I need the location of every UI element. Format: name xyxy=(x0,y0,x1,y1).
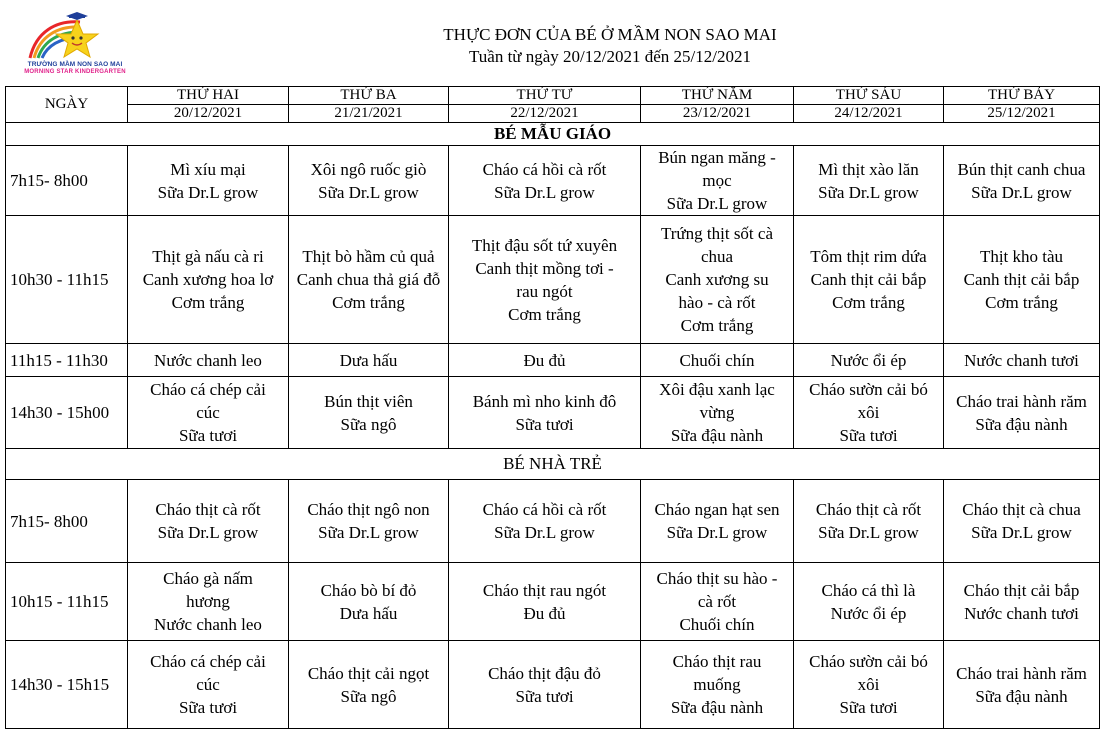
meal-time: 10h15 - 11h15 xyxy=(6,563,128,641)
dish-line: Chuối chín xyxy=(679,350,755,370)
meal-cell xyxy=(641,377,794,449)
dish-line: xôi xyxy=(857,675,880,694)
dish-line: Canh xương hoa lơ xyxy=(142,270,274,289)
dish-line: Cháo sườn cải bó xyxy=(809,652,928,671)
dish-line: Cháo cá thì là xyxy=(821,580,916,600)
dish-line: Cháo bò bí đỏ xyxy=(320,580,417,600)
dish-line: Canh xương su xyxy=(665,270,769,289)
day-date-header: 21/21/2021 xyxy=(289,105,449,123)
dish-line: Nước ổi ép xyxy=(830,603,907,623)
dish-line: Cháo trai hành răm xyxy=(956,391,1087,411)
meal-row xyxy=(6,480,1100,563)
meal-cell xyxy=(128,377,289,449)
dish-line: Cháo cá hồi cà rốt xyxy=(482,159,607,179)
dish-line: Bún thịt canh chua xyxy=(957,159,1086,179)
dish-line: Mì xíu mại xyxy=(170,159,246,179)
meal-time: 10h30 - 11h15 xyxy=(6,216,128,344)
dish-line: Sữa Dr.L grow xyxy=(666,194,768,213)
dish-line: Cháo sườn cải bó xyxy=(809,380,928,399)
dish-line: Xôi đậu xanh lạc xyxy=(659,380,775,399)
page-title: THỰC ĐƠN CỦA BÉ Ở MẦM NON SAO MAI xyxy=(443,25,777,44)
header-row-dates xyxy=(6,105,1100,123)
meal-cell xyxy=(449,377,641,449)
meal-cell xyxy=(289,146,449,216)
dish-line: Sữa Dr.L grow xyxy=(971,182,1072,202)
dish-line: Dưa hấu xyxy=(339,350,398,370)
dish-line: Thịt gà nấu cà ri xyxy=(152,247,264,266)
dish-line: xôi xyxy=(857,403,880,422)
dish-line: Sữa Dr.L grow xyxy=(818,523,919,542)
meal-cell xyxy=(128,480,289,563)
dish-line: Cơm trắng xyxy=(832,293,905,312)
meal-cell xyxy=(794,480,944,563)
dish-line: hương xyxy=(186,592,230,611)
dish-line: Đu đủ xyxy=(523,603,566,623)
meal-cell xyxy=(794,344,944,377)
meal-time: 7h15- 8h00 xyxy=(6,146,128,216)
dish-line: Sữa đậu nành xyxy=(975,686,1068,706)
meal-cell xyxy=(449,480,641,563)
dish-line: Cháo thịt rau xyxy=(672,652,762,671)
dish-line: Sữa tươi xyxy=(839,698,898,717)
meal-time: 14h30 - 15h00 xyxy=(6,377,128,449)
dish-line: Cơm trắng xyxy=(680,316,754,335)
dish-line: Sữa tươi xyxy=(178,698,238,717)
dish-line: Sữa Dr.L grow xyxy=(494,523,595,542)
dish-line: Cháo thịt cà rốt xyxy=(155,500,261,519)
meal-cell xyxy=(449,146,641,216)
meal-cell xyxy=(944,216,1100,344)
dish-line: Mì thịt xào lăn xyxy=(818,159,919,179)
day-date-header: 24/12/2021 xyxy=(794,105,944,123)
dish-line: Canh thịt cải bắp xyxy=(810,270,927,289)
meal-cell xyxy=(794,146,944,216)
day-name-header: THỨ SÁU xyxy=(794,87,944,105)
dish-line: Chuối chín xyxy=(679,615,755,634)
meal-cell xyxy=(128,641,289,729)
corner-header: NGÀY xyxy=(6,87,128,123)
header-row-days xyxy=(6,87,1100,105)
dish-line: Nước ổi ép xyxy=(830,350,907,370)
meal-cell xyxy=(289,344,449,377)
dish-line: Cháo ngan hạt sen xyxy=(654,500,780,519)
dish-line: Cháo trai hành răm xyxy=(956,663,1087,683)
dish-line: Nước chanh tươi xyxy=(964,603,1079,623)
logo-school-name: TRƯỜNG MẦM NON SAO MAI xyxy=(27,61,123,68)
meal-cell xyxy=(289,377,449,449)
dish-line: Nước chanh leo xyxy=(154,615,262,634)
meal-row xyxy=(6,641,1100,729)
meal-row xyxy=(6,563,1100,641)
dish-line: Sữa Dr.L grow xyxy=(666,523,768,542)
meal-cell xyxy=(641,344,794,377)
dish-line: Sữa Dr.L grow xyxy=(494,182,595,202)
dish-line: Cháo thịt cà chua xyxy=(962,500,1081,519)
menu-title xyxy=(330,24,890,68)
dish-line: muống xyxy=(693,675,741,694)
day-name-header: THỨ NĂM xyxy=(641,87,794,105)
meal-cell xyxy=(449,344,641,377)
meal-cell xyxy=(449,216,641,344)
day-date-header: 25/12/2021 xyxy=(944,105,1100,123)
dish-line: Cơm trắng xyxy=(171,293,245,312)
dish-line: vừng xyxy=(699,403,735,422)
meal-row xyxy=(6,146,1100,216)
dish-line: Bánh mì nho kinh đô xyxy=(472,391,617,411)
meal-cell xyxy=(944,377,1100,449)
dish-line: Sữa tươi xyxy=(839,426,898,445)
meal-time: 11h15 - 11h30 xyxy=(6,344,128,377)
meal-cell xyxy=(944,641,1100,729)
meal-cell xyxy=(944,480,1100,563)
dish-line: Sữa ngô xyxy=(340,414,397,434)
section-kindergarten: BÉ MẪU GIÁO xyxy=(6,123,1100,146)
dish-line: Xôi ngô ruốc giò xyxy=(310,159,427,179)
meal-cell xyxy=(641,216,794,344)
dish-line: Sữa Dr.L grow xyxy=(318,523,419,542)
dish-line: rau ngót xyxy=(516,281,573,301)
day-name-header: THỨ BA xyxy=(289,87,449,105)
dish-line: Sữa Dr.L grow xyxy=(157,523,259,542)
dish-line: Cháo thịt cải bắp xyxy=(963,580,1080,600)
meal-cell xyxy=(449,563,641,641)
section-kindergarten-row xyxy=(6,123,1100,146)
section-nursery: BÉ NHÀ TRẺ xyxy=(6,449,1100,480)
meal-cell xyxy=(944,146,1100,216)
meal-cell xyxy=(944,563,1100,641)
school-logo xyxy=(22,12,128,78)
dish-line: Cháo thịt rau ngót xyxy=(482,580,607,600)
dish-line: Trứng thịt sốt cà xyxy=(660,224,773,243)
dish-line: Cơm trắng xyxy=(985,293,1058,312)
dish-line: Đu đủ xyxy=(523,350,566,370)
dish-line: Cháo thịt cải ngọt xyxy=(307,663,430,683)
meal-cell xyxy=(794,563,944,641)
dish-line: Sữa ngô xyxy=(340,686,397,706)
meal-cell xyxy=(794,641,944,729)
meal-cell xyxy=(449,641,641,729)
dish-line: mọc xyxy=(702,171,732,190)
section-nursery-row xyxy=(6,449,1100,480)
meal-cell xyxy=(641,146,794,216)
meal-cell xyxy=(289,216,449,344)
dish-line: Dưa hấu xyxy=(339,603,398,623)
star-logo-icon xyxy=(22,12,128,62)
dish-line: Sữa Dr.L grow xyxy=(318,182,419,202)
meal-cell xyxy=(641,480,794,563)
dish-line: Nước chanh tươi xyxy=(964,350,1079,370)
dish-line: Cháo gà nấm xyxy=(163,569,253,588)
dish-line: Tôm thịt rim dứa xyxy=(810,247,927,266)
dish-line: Canh chua thả giá đỗ xyxy=(296,270,441,289)
dish-line: Cháo thịt đậu đỏ xyxy=(488,663,601,683)
meal-cell xyxy=(794,216,944,344)
dish-line: chua xyxy=(700,247,734,266)
week-range: Tuần từ ngày 20/12/2021 đến 25/12/2021 xyxy=(468,47,751,66)
meal-cell xyxy=(289,641,449,729)
dish-line: Cháo cá chép cải xyxy=(150,380,266,399)
dish-line: Cháo thịt cà rốt xyxy=(815,500,922,519)
dish-line: Cháo cá hồi cà rốt xyxy=(482,500,607,519)
meal-cell xyxy=(944,344,1100,377)
meal-row xyxy=(6,344,1100,377)
dish-line: Thịt kho tàu xyxy=(979,247,1064,266)
meal-cell xyxy=(128,146,289,216)
meal-cell xyxy=(794,377,944,449)
logo-english-name: MORNING STAR KINDERGARTEN xyxy=(24,69,126,75)
day-date-header: 22/12/2021 xyxy=(449,105,641,123)
day-date-header: 20/12/2021 xyxy=(128,105,289,123)
dish-line: Cơm trắng xyxy=(508,304,581,324)
dish-line: Sữa Dr.L grow xyxy=(971,523,1072,542)
meal-row xyxy=(6,377,1100,449)
dish-line: Sữa đậu nành xyxy=(670,426,764,445)
meal-cell xyxy=(641,641,794,729)
dish-line: Cháo thịt su hào - xyxy=(656,569,778,588)
meal-time: 14h30 - 15h15 xyxy=(6,641,128,729)
meal-row xyxy=(6,216,1100,344)
day-name-header: THỨ TƯ xyxy=(449,87,641,105)
meal-cell xyxy=(128,216,289,344)
dish-line: Sữa Dr.L grow xyxy=(157,182,259,202)
meal-cell xyxy=(289,563,449,641)
meal-cell xyxy=(289,480,449,563)
meal-cell xyxy=(128,563,289,641)
dish-line: Sữa đậu nành xyxy=(670,698,764,717)
dish-line: Bún ngan măng - xyxy=(658,148,776,167)
dish-line: Canh thịt mồng tơi - xyxy=(475,258,614,278)
dish-line: Sữa tươi xyxy=(515,414,574,434)
dish-line: Cháo thịt ngô non xyxy=(307,500,430,519)
dish-line: Sữa tươi xyxy=(515,686,574,706)
dish-line: cúc xyxy=(196,675,220,694)
dish-line: Sữa đậu nành xyxy=(975,414,1068,434)
menu-table xyxy=(5,86,1100,729)
dish-line: Sữa Dr.L grow xyxy=(818,182,919,202)
dish-line: Thịt bò hầm củ quả xyxy=(302,247,435,266)
dish-line: cúc xyxy=(196,403,220,422)
day-name-header: THỨ BẢY xyxy=(944,87,1100,105)
dish-line: Nước chanh leo xyxy=(154,350,262,370)
dish-line: Cháo cá chép cải xyxy=(150,652,266,671)
day-name-header: THỨ HAI xyxy=(128,87,289,105)
dish-line: Sữa tươi xyxy=(178,426,238,445)
dish-line: Canh thịt cải bắp xyxy=(963,270,1080,289)
dish-line: Thịt đậu sốt tứ xuyên xyxy=(471,235,618,255)
meal-time: 7h15- 8h00 xyxy=(6,480,128,563)
day-date-header: 23/12/2021 xyxy=(641,105,794,123)
dish-line: Bún thịt viên xyxy=(324,391,413,411)
meal-cell xyxy=(128,344,289,377)
meal-cell xyxy=(641,563,794,641)
dish-line: Cơm trắng xyxy=(332,293,405,312)
dish-line: cà rốt xyxy=(697,592,737,611)
dish-line: hào - cà rốt xyxy=(678,293,756,312)
